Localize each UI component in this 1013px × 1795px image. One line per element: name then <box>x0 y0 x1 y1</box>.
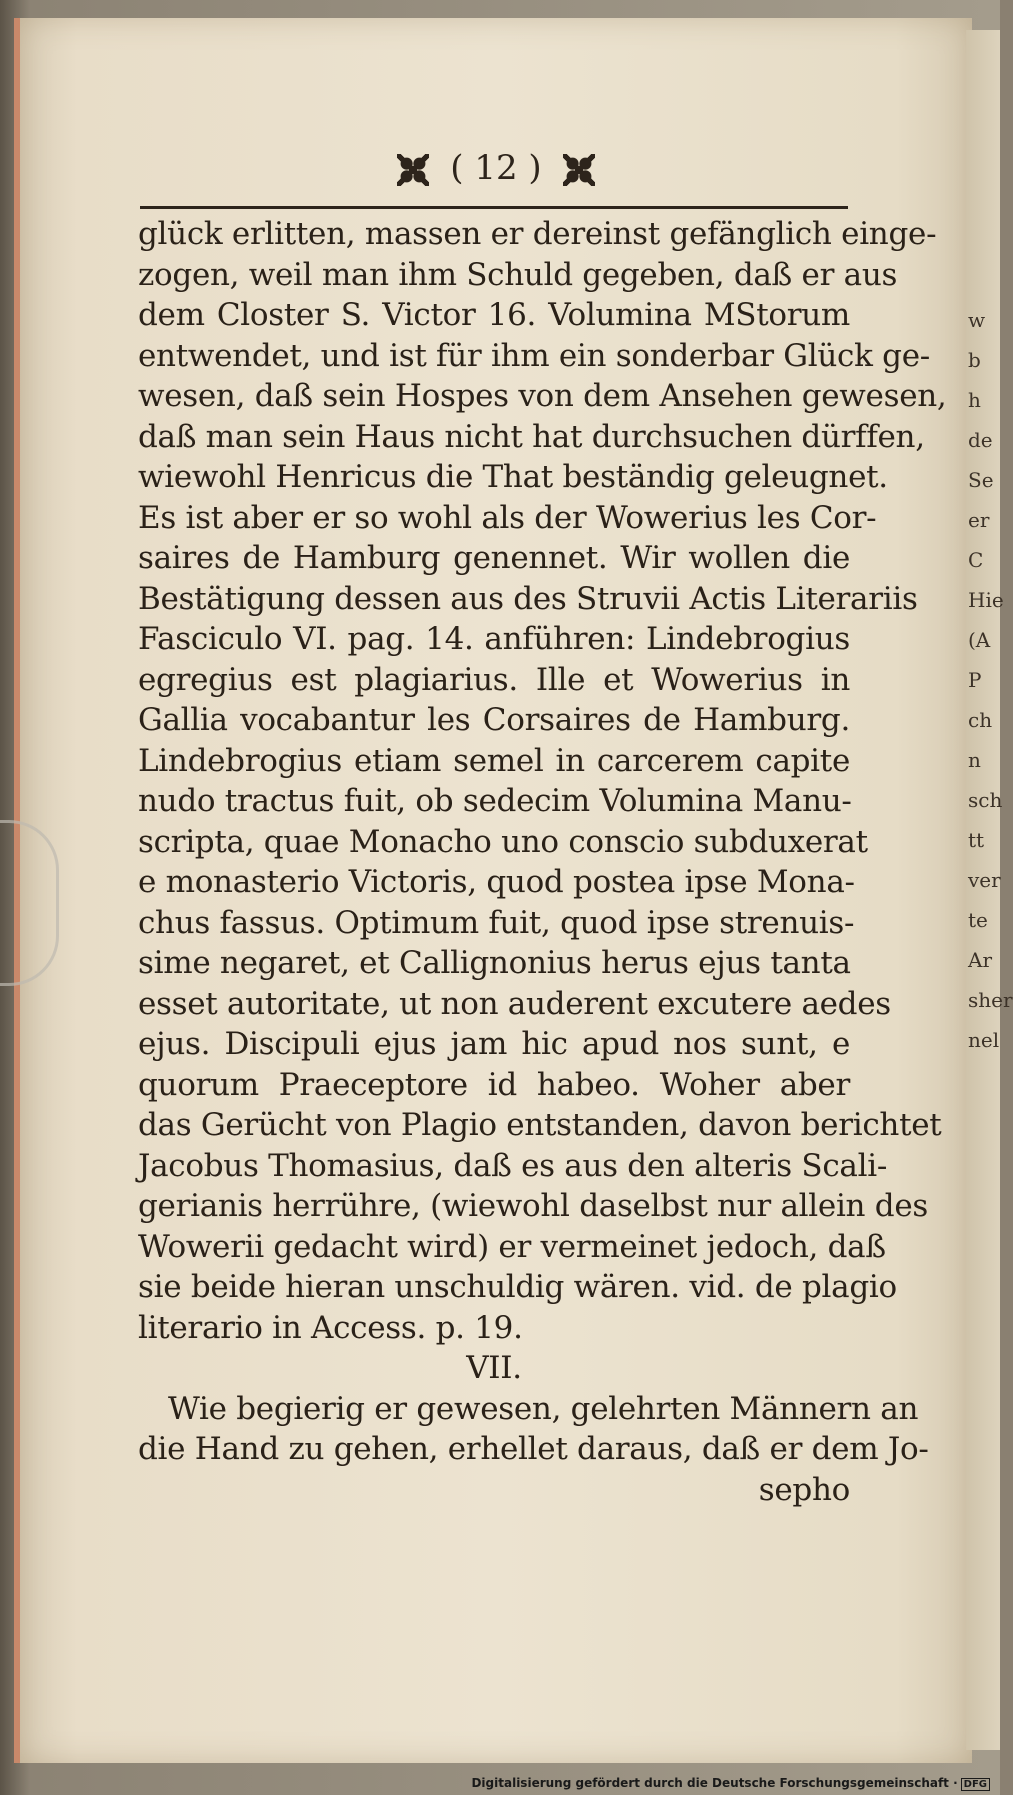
text-line: das Gerücht von Plagio entstanden, davon berichtet <box>138 1107 942 1143</box>
edge-fragment: ch <box>968 708 993 732</box>
edge-fragment: nel <box>968 1028 1000 1052</box>
catchword: sepho <box>758 1471 850 1508</box>
edge-fragment: P <box>968 668 982 692</box>
text-line: daß man sein Haus nicht hat durchsuchen dürffen, <box>138 418 925 455</box>
text-line: saires de Hamburg genennet. Wir wollen die <box>138 540 850 576</box>
text-line: Lindebrogius etiam semel in carcerem capite <box>138 742 850 779</box>
text-line: gerianis herrühre, (wiewohl daselbst nur allein des <box>138 1188 928 1224</box>
page-clip <box>0 820 59 986</box>
edge-fragment: w <box>968 308 986 332</box>
header-rule <box>140 206 848 209</box>
text-line: dem Closter S. Victor 16. Volumina MStorum <box>138 297 850 333</box>
text-line: wiewohl Henricus die That beständig geleugnet. <box>138 459 888 495</box>
text-line: e monasterio Victoris, quod postea ipse Mona- <box>138 864 855 900</box>
edge-fragment: n <box>968 748 981 772</box>
edge-fragment: sch <box>968 788 1003 812</box>
text-line: chus fassus. Optimum fuit, quod ipse strenuis- <box>138 904 855 941</box>
edge-fragment: Hie <box>968 588 1004 612</box>
text-line: Es ist aber er so wohl als der Wowerius les Cor- <box>138 499 877 536</box>
edge-fragment: te <box>968 908 988 932</box>
text-line: scripta, quae Monacho uno conscio subduxerat <box>138 823 868 860</box>
edge-fragment: (A <box>968 628 991 652</box>
text-line: glück erlitten, massen er dereinst gefänglich einge- <box>138 216 937 252</box>
ornament-left-icon <box>397 154 429 186</box>
edge-fragment: b <box>968 348 981 372</box>
text-line: nudo tractus fuit, ob sedecim Volumina Manu- <box>138 783 852 819</box>
credit-text: Digitalisierung gefördert durch die Deutsche Forschungsgemeinschaft · <box>471 1776 958 1790</box>
text-line: Gallia vocabantur les Corsaires de Hamburg. <box>138 702 850 738</box>
text-line: Jacobus Thomasius, daß es aus den alteris Scali- <box>138 1147 887 1184</box>
ornament-right-icon <box>563 154 595 186</box>
page-number: ( 12 ) <box>450 148 542 188</box>
text-line: die Hand zu gehen, erhellet daraus, daß er dem Jo- <box>138 1431 929 1467</box>
section-heading: VII. <box>466 1350 522 1386</box>
text-line: esset autoritate, ut non auderent excutere aedes <box>138 985 891 1022</box>
text-line: Fasciculo VI. pag. 14. anführen: Lindebrogius <box>138 621 850 657</box>
text-line: sime negaret, et Callignonius herus ejus tanta <box>138 945 851 981</box>
main-text <box>138 214 947 1510</box>
edge-fragment: Ar <box>968 948 993 972</box>
edge-fragment: h <box>968 388 981 412</box>
text-line: entwendet, und ist für ihm ein sonderbar Glück ge- <box>138 337 930 374</box>
text-line: Wie begierig er gewesen, gelehrten Männern an <box>168 1390 919 1427</box>
text-line: Bestätigung dessen aus des Struvii Actis Literariis <box>138 580 918 617</box>
edge-fragment: C <box>968 548 984 572</box>
edge-fragment: ver <box>968 868 1001 892</box>
text-line: literario in Access. p. 19. <box>138 1309 523 1346</box>
dfg-logo: DFG <box>961 1778 990 1791</box>
text-line: quorum Praeceptore id habeo. Woher aber <box>138 1066 850 1103</box>
facing-page-edge <box>966 30 1013 1750</box>
text-line: wesen, daß sein Hospes von dem Ansehen gewesen, <box>138 378 947 414</box>
text-line: ejus. Discipuli ejus jam hic apud nos sunt, e <box>138 1026 850 1062</box>
text-line: zogen, weil man ihm Schuld gegeben, daß er aus <box>138 256 898 293</box>
edge-fragment: Se <box>968 468 994 492</box>
text-line: Wowerii gedacht wird) er vermeinet jedoch, daß <box>138 1228 886 1265</box>
text-line: sie beide hieran unschuldig wären. vid. de plagio <box>138 1269 897 1305</box>
edge-fragment: tt <box>968 828 985 852</box>
edge-fragment: de <box>968 428 993 452</box>
digitization-credit <box>471 1776 990 1791</box>
edge-fragment: er <box>968 508 990 532</box>
text-line: egregius est plagiarius. Ille et Wowerius in <box>138 661 850 698</box>
book-page <box>14 18 972 1763</box>
page-header <box>20 148 972 188</box>
edge-fragment: sher <box>968 988 1013 1012</box>
